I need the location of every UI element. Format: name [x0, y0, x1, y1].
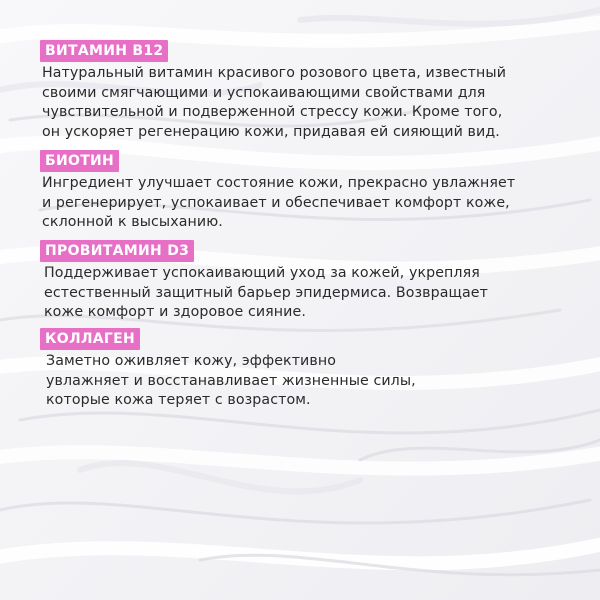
section-title-badge: БИОТИН [40, 150, 119, 172]
section-description: Заметно оживляет кожу, эффективно увлажняет и восстанавливает жизненные силы, которые кожа теряет с возрастом. [46, 353, 416, 408]
section-biotin [40, 150, 560, 233]
section-description: Поддерживает успокаивающий уход за кожей, укрепляя естественный защитный барьер эпидермиса. Возвращает коже комфорт и здоровое сияние. [44, 265, 488, 320]
section-vitamin-b12 [40, 40, 560, 142]
section-description: Натуральный витамин красивого розового цвета, известный своими смягчающими и успокаивающими свойствами для чувствительной и подверженной стрессу кожи. Кроме того, он ускоряет регенерацию кожи, придавая ей сияющий вид. [42, 65, 507, 140]
section-title-badge: ПРОВИТАМИН D3 [40, 240, 194, 262]
section-title-badge: ВИТАМИН B12 [40, 40, 168, 62]
section-provitamin-d3 [40, 240, 560, 323]
section-title-badge: КОЛЛАГЕН [40, 328, 140, 350]
section-collagen [40, 328, 560, 411]
section-description: Ингредиент улучшает состояние кожи, прекрасно увлажняет и регенерирует, успокаивает и обеспечивает комфорт коже, склонной к высыханию. [42, 175, 516, 230]
